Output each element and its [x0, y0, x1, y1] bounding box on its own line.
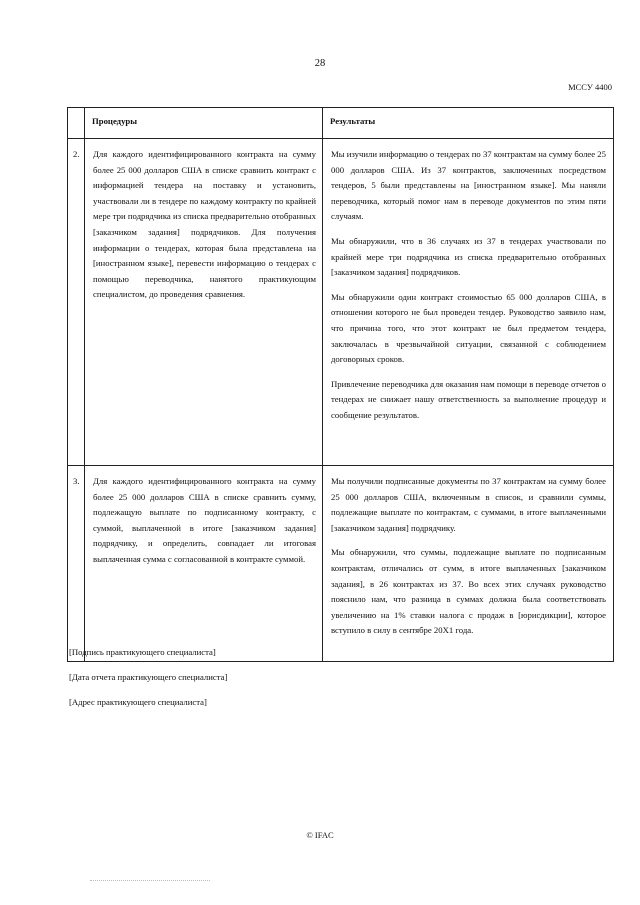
table-row — [68, 139, 614, 466]
row-number: 2. — [68, 139, 85, 466]
signature-block — [69, 646, 227, 721]
page-number: 28 — [314, 58, 326, 69]
report-date-line: [Дата отчета практикующего специалиста] — [69, 672, 228, 682]
address-line: [Адрес практикующего специалиста] — [69, 697, 207, 707]
table-row — [68, 466, 614, 662]
result-paragraph: Мы обнаружили, что в 36 случаях из 37 в тендерах участвовали по крайней мере три подрядчика из списка предварительно отобранных [заказчиком задания] подрядчиков. — [331, 235, 606, 278]
result-paragraph: Мы обнаружили, что суммы, подлежащие выплате по подписанным контрактам, отличались от сумм, в итоге выплаченных [заказчиком задания], в 26 контрактах из 37. Во всех этих случаях руководство пояснило нам, что разница в суммах должна была соответствовать увеличению на 1% ставки налога с продаж в [юрисдикции], которое вступило в силу в сентябре 20X1 года. — [331, 547, 606, 636]
header-results: Результаты — [323, 108, 614, 139]
header-num-cell — [68, 108, 85, 139]
document-code: МССУ 4400 — [568, 82, 612, 92]
result-paragraph: Мы изучили информацию о тендерах по 37 контрактам на сумму более 25 000 долларов США. Из 37 контрактов, заключенных посредством тендеров, 5 были представлены на [иностранном языке]. Мы наняли переводчика, который помог нам в переводе документов по этим пяти случаям. — [331, 149, 606, 222]
row-number: 3. — [68, 466, 85, 662]
copyright: © IFAC — [306, 830, 334, 840]
result-paragraph: Мы получили подписанные документы по 37 контрактам на сумму более 25 000 долларов США, включенным в список, и сравнили суммы, подлежащие выплате по контрактам, с суммами, в итоге выплаченными [заказчиком задания] подрядчику. — [331, 476, 606, 533]
footer-scan-marks — [90, 880, 210, 884]
signature-line: [Подпись практикующего специалиста] — [69, 647, 216, 657]
header-procedures: Процедуры — [85, 108, 323, 139]
table-header-row — [68, 108, 614, 139]
result-paragraph: Мы обнаружили один контракт стоимостью 65 000 долларов США, в отношении которого не был проведен тендер. Руководство заявило нам, что причина того, что этот контракт не был предметом тендера, заключалась в чрезвычайной ситуации, связанной с соблюдением договорных сроков. — [331, 291, 606, 365]
procedure-text: Для каждого идентифицированного контракта на сумму более 25 000 долларов США в списке сравнить контракт с информацией тендера на поставку и установить, участвовали ли в тендере по каждому контракту по крайней мере три подрядчика из списка предварительно отобранных [заказчиком задания] подрядчиков. Для получения информации о тендерах, которая была представлена на [иностранном языке], перевести информацию о тендерах с помощью переводчика, нанятого практикующим специалистом, до проведения сравнения. — [85, 139, 323, 466]
results-cell — [323, 139, 614, 466]
procedure-text: Для каждого идентифицированного контракта на сумму более 25 000 долларов США в списке сравнить сумму, подлежащую выплате по подписанному контракту, с суммой, выплаченной в итоге [заказчиком задания] подрядчику, и определить, совпадает ли итоговая выплаченная сумма с согласованной в контракте суммой. — [85, 466, 323, 662]
results-cell — [323, 466, 614, 662]
procedures-results-table — [67, 107, 614, 662]
result-paragraph: Привлечение переводчика для оказания нам помощи в переводе отчетов о тендерах не снижает нашу ответственность за выполнение процедур и сообщение результатов. — [331, 378, 606, 420]
